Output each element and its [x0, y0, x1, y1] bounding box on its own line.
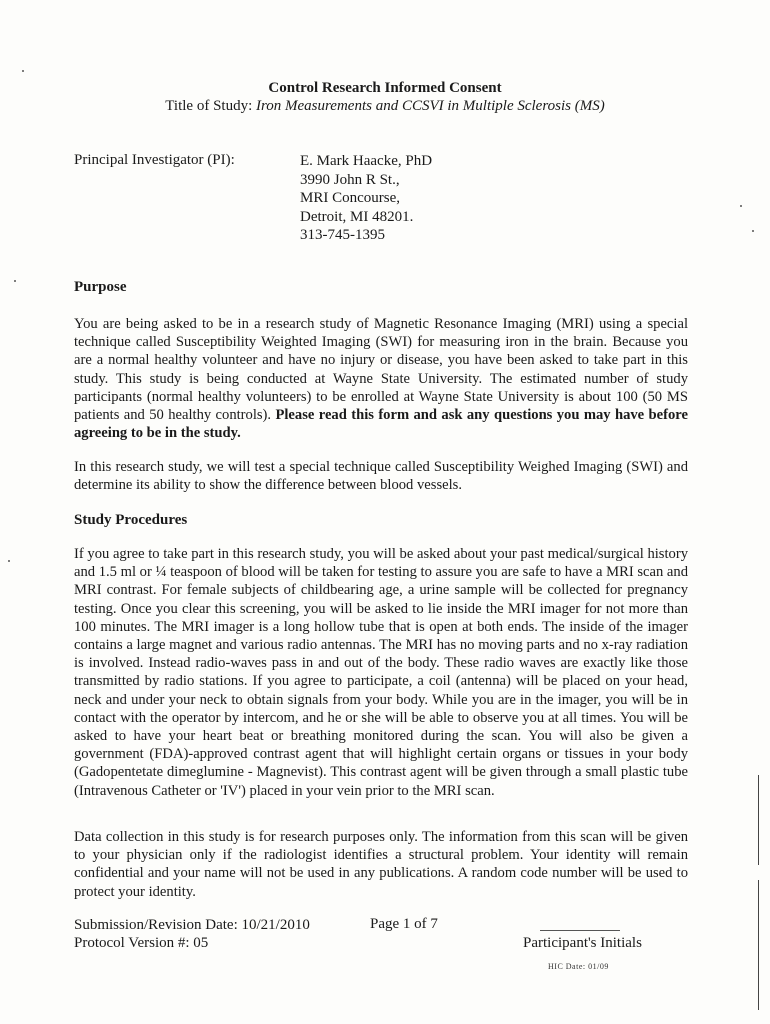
data-collection-paragraph: Data collection in this study is for research purposes only. The information from this scan will be given to your physician only if the radiologist identifies a structural problem. Your identity will remain confidential and your name will not be used in any publications. A random code number will be used to protect your identity.	[74, 829, 688, 900]
scan-speck	[8, 560, 10, 562]
purpose-heading: Purpose	[74, 279, 127, 295]
procedures-heading: Study Procedures	[74, 512, 188, 528]
purpose-paragraph-2: In this research study, we will test a special technique called Susceptibility Weighed Imaging (SWI) and determine its ability to show the difference between blood vessels.	[74, 459, 688, 494]
study-title-text: Iron Measurements and CCSVI in Multiple Sclerosis (MS)	[256, 98, 605, 114]
pi-address-building: MRI Concourse,	[300, 190, 400, 206]
initials-signature-line	[540, 930, 620, 931]
footer-revision-block	[74, 916, 310, 952]
page-number: Page 1 of 7	[370, 916, 438, 932]
pi-name: E. Mark Haacke, PhD	[300, 153, 433, 169]
pi-address-street: 3990 John R St.,	[300, 171, 400, 188]
purpose-paragraph-text: You are being asked to be in a research study of Magnetic Resonance Imaging (MRI) using a special technique called Susceptibility Weighted Imaging (SWI) for measuring iron in the brain. Because you are a normal healthy volunteer and have no injury or disease, you have been asked to take part in this study. This study is being conducted at Wayne State University. The estimated number of study participants (normal healthy volunteers) to be enrolled at Wayne State University is about 100 (50 MS patients and 50 healthy controls).	[74, 316, 688, 424]
protocol-version: Protocol Version #: 05	[74, 935, 209, 951]
study-title	[0, 98, 770, 115]
scan-margin-mark-lower	[758, 880, 759, 1010]
scan-margin-mark	[758, 775, 759, 865]
participant-initials-label: Participant's Initials	[523, 935, 642, 951]
scan-speck	[740, 205, 742, 207]
document-title: Control Research Informed Consent	[268, 80, 502, 96]
revision-date: Submission/Revision Date: 10/21/2010	[74, 917, 310, 933]
pi-phone: 313-745-1395	[300, 227, 385, 243]
pi-contact-block	[300, 152, 432, 245]
study-title-prefix: Title of Study:	[165, 98, 256, 114]
pi-label: Principal Investigator (PI):	[74, 152, 235, 168]
scan-speck	[22, 70, 24, 72]
procedures-paragraph: If you agree to take part in this research study, you will be asked about your past medical/surgical history and 1.5 ml or ¼ teaspoon of blood will be taken for testing to assure you are safe to have a MRI scan and MRI contrast. For female subjects of childbearing age, a urine sample will be collected for pregnancy testing. Once you clear this screening, you will be asked to lie inside the MRI imager for not more than 100 minutes. The MRI imager is a long hollow tube that is open at both ends. The inside of the imager contains a large magnet and various radio antennas. The MRI has no moving parts and no x-ray radiation is involved. Instead radio-waves pass in and out of the body. These radio waves are exactly like those transmitted by radio stations. If you agree to participate, a coil (antenna) will be placed on your head, neck and under your neck to obtain signals from your body. While you are in the imager, you will be in contact with the operator by intercom, and he or she will be able to observe you at all times. You will be asked to have your heart beat or breathing monitored during the scan. You will also be given a government (FDA)-approved contrast agent that will highlight certain organs or tissues in your body (Gadopentetate dimeglumine - Magnevist). This contrast agent will be given through a small plastic tube (Intravenous Catheter or 'IV') placed in your vein prior to the MRI scan.	[74, 546, 688, 799]
scan-speck	[14, 280, 16, 282]
pi-address-city: Detroit, MI 48201.	[300, 208, 414, 225]
purpose-paragraph-emphasis: Please read this form and ask any questions you may have before agreeing to be in the study.	[74, 407, 688, 442]
irb-date-stamp: HIC Date: 01/09	[548, 962, 609, 971]
purpose-paragraph	[74, 315, 688, 442]
scan-speck	[752, 230, 754, 232]
